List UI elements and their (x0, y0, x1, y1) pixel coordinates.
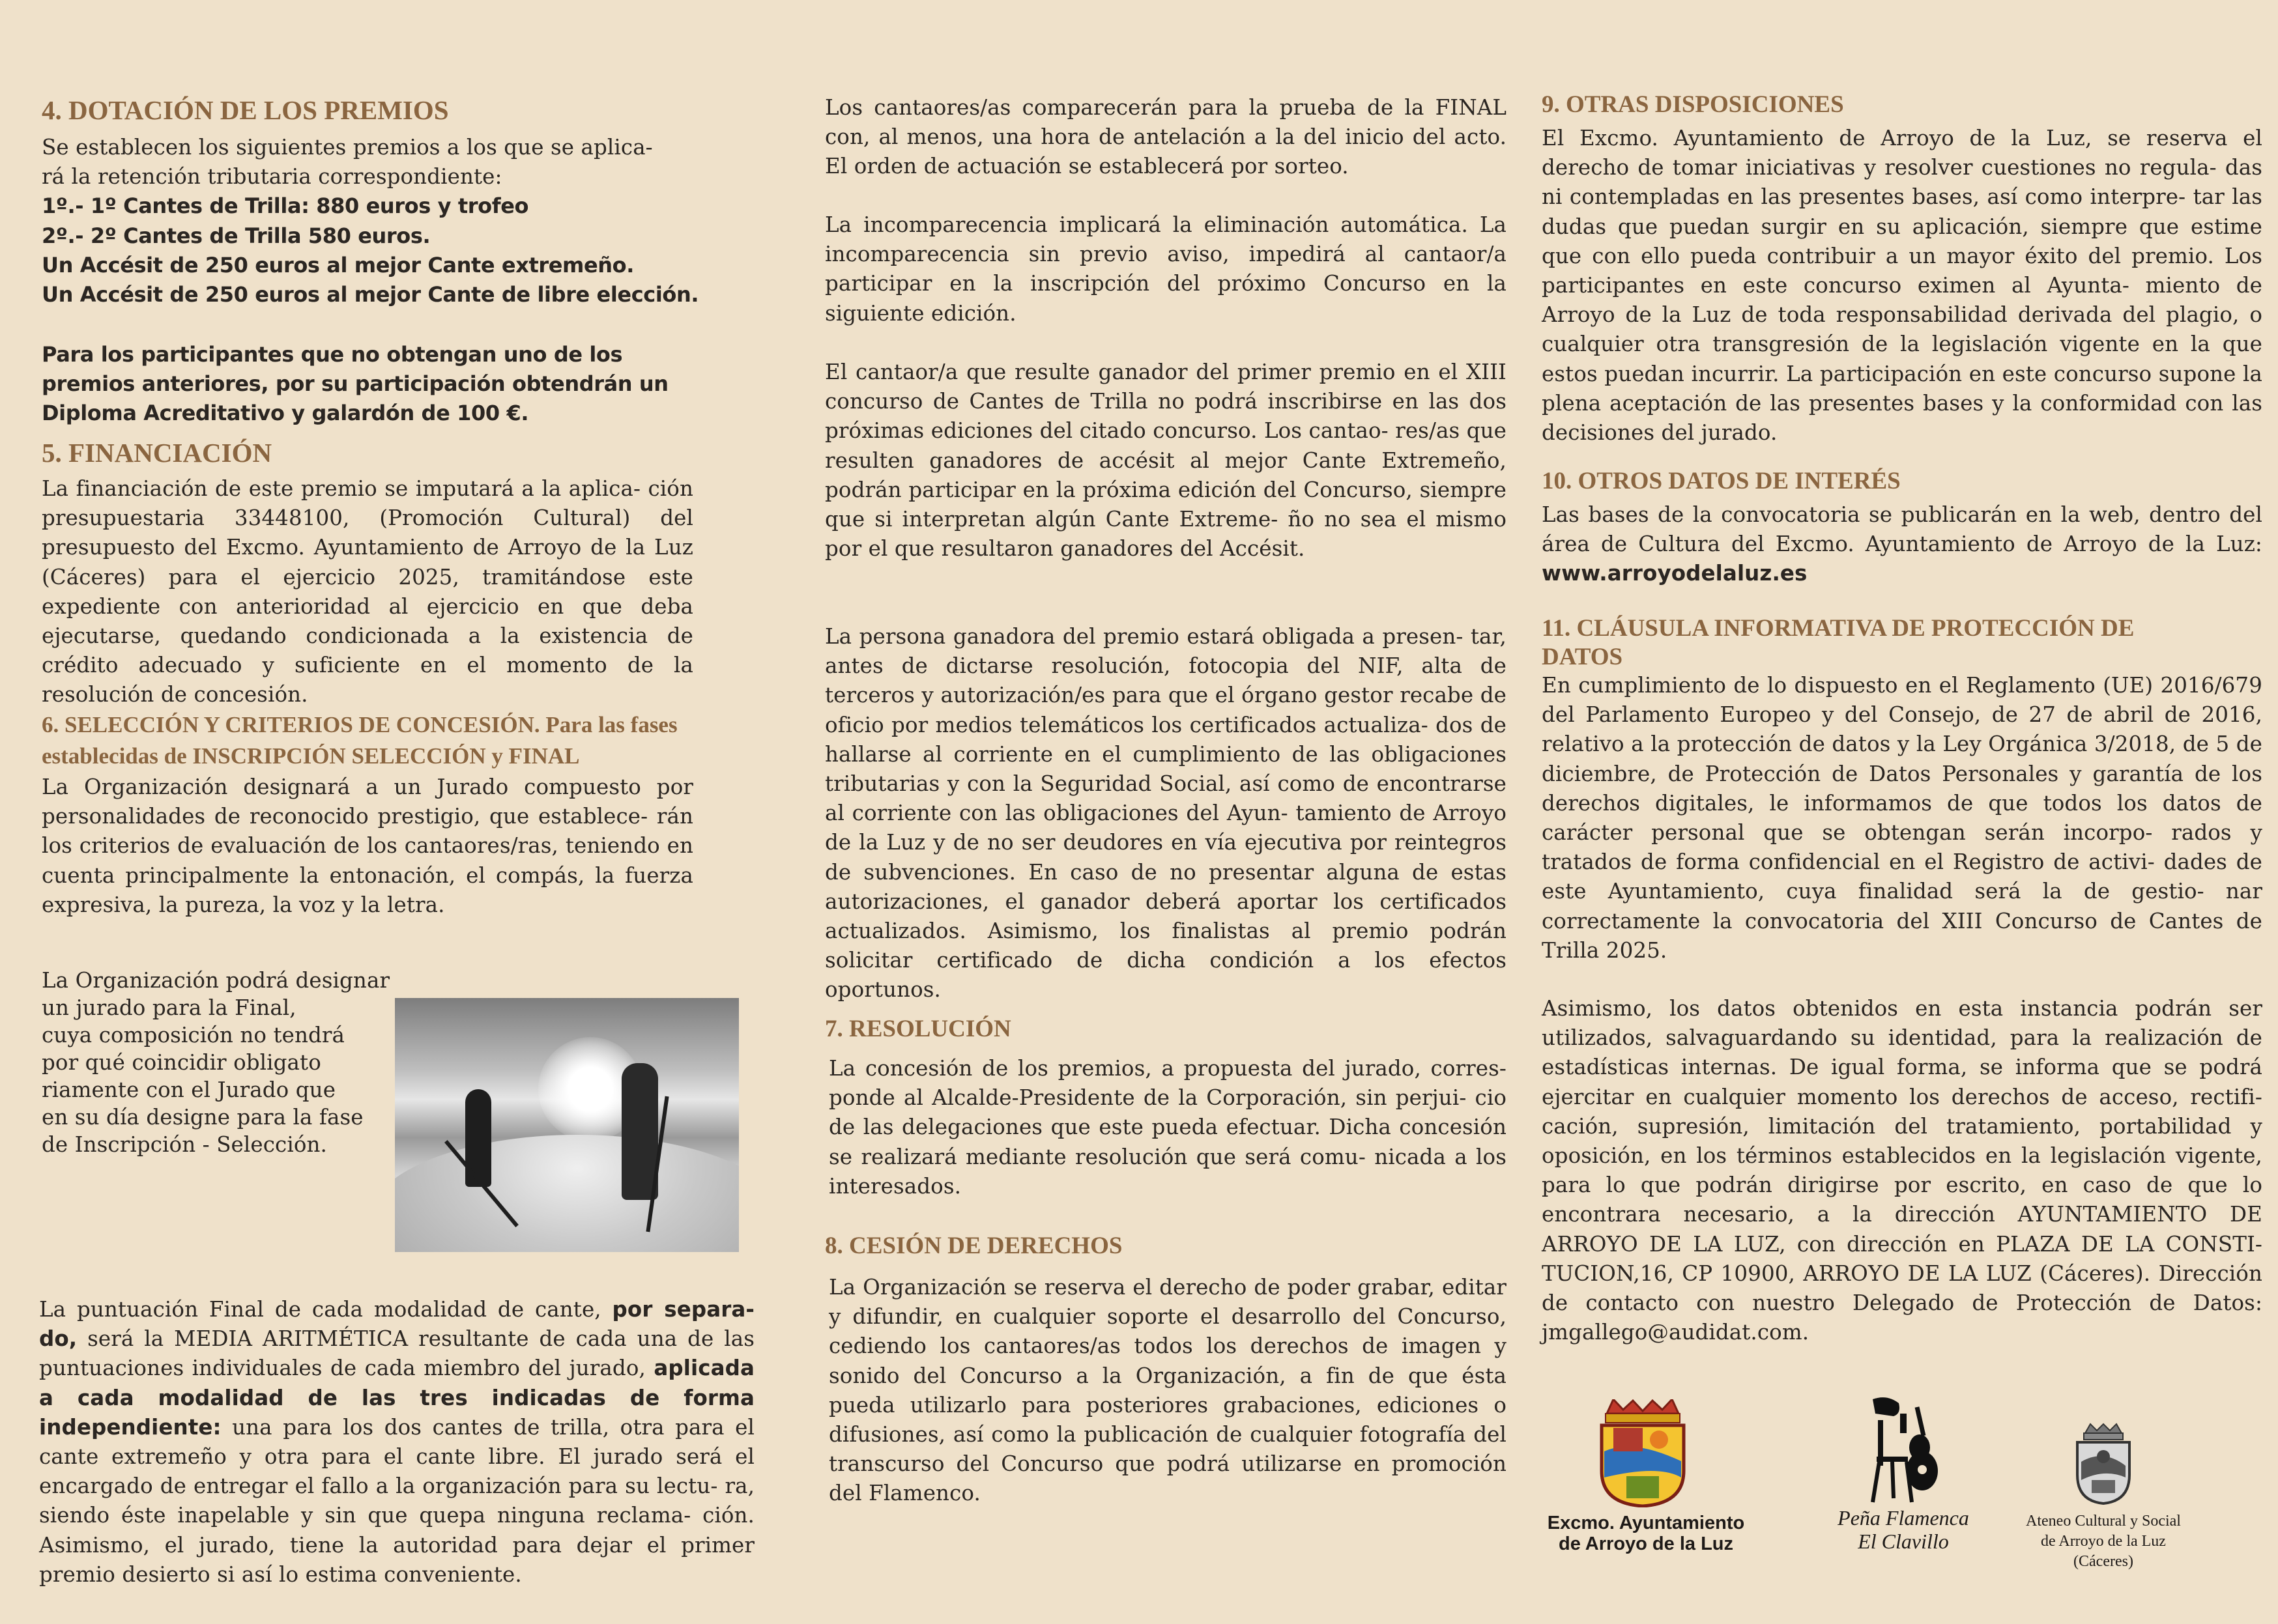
prize-accesit-libre: Un Accésit de 250 euros al mejor Cante de libre elección. (42, 282, 699, 307)
section-4-heading: 4. DOTACIÓN DE LOS PREMIOS (42, 95, 449, 125)
participants-line-3: Diploma Acreditativo y galardón de 100 €. (42, 401, 529, 426)
jury-line-6: en su día designe para la fase (42, 1105, 364, 1130)
ayuntamiento-label-line-1: Excmo. Ayuntamiento (1547, 1513, 1745, 1533)
score-part-d: aplicada a cada modalidad de las tres indicadas de forma independiente: (39, 1356, 755, 1440)
ateneo-label-line-1: Ateneo Cultural y Social (2026, 1513, 2181, 1530)
threshing-photo (395, 998, 739, 1252)
jury-line-4: por qué coincidir obligato (42, 1050, 321, 1075)
section-10-text (1542, 500, 2262, 589)
website-link[interactable]: www.arroyodelaluz.es (1542, 561, 1808, 586)
prize-accesit-extremeno: Un Accésit de 250 euros al mejor Cante extremeño. (42, 252, 635, 278)
no-show-text: La incomparecencia implicará la eliminación automática. La incomparecencia sin previo aviso, impedirá al cantaor/a participar en la inscripción del próximo Concurso en la siguiente edición. (825, 212, 1507, 326)
section-6-heading-line-2: establecidas de INSCRIPCIÓN SELECCIÓN y FINAL (42, 743, 580, 769)
final-score-text (39, 1295, 755, 1589)
section-10-body: Las bases de la convocatoria se publicarán en la web, dentro del área de Cultura del Excmo. Ayuntamiento de Arroyo de la Luz: (1542, 502, 2262, 557)
section-11-heading-line-1: 11. CLÁUSULA INFORMATIVA DE PROTECCIÓN DE (1542, 615, 2135, 642)
section-8-heading: 8. CESIÓN DE DERECHOS (825, 1232, 1123, 1259)
score-part-b: por separa- do, (39, 1297, 755, 1352)
appearance-text: Los cantaores/as comparecerán para la prueba de la FINAL con, al menos, una hora de antelación a la del inicio del acto. El orden de actuación se establecerá por sorteo. (825, 95, 1507, 179)
section-6-heading-line-1: 6. SELECCIÓN Y CRITERIOS DE CONCESIÓN. Para las fases (42, 712, 678, 737)
pena-label-line-2: El Clavillo (1858, 1530, 1949, 1553)
ateneo-label-line-2: de Arroyo de la Luz (2041, 1533, 2166, 1550)
straw-mound (395, 1135, 739, 1252)
participants-diploma (42, 340, 745, 429)
pena-label-line-1: Peña Flamenca (1838, 1506, 1969, 1530)
score-part-e: una para los dos cantes de trilla, otra para el cante extremeño y otra para el cante libre. El jurado será el encargado de entregar el fallo a la organización para su lectu- ra, siendo éste inapelable y sin que quepa ninguna reclama- ción. Asimismo, el jurado, tiene la autoridad para dejar el primer premio desierto si así lo estima conveniente. (39, 1414, 755, 1587)
ateneo-seal-icon (2072, 1423, 2135, 1505)
section-9-heading: 9. OTRAS DISPOSICIONES (1542, 91, 1844, 118)
intro-line-2: rá la retención tributaria correspondiente: (42, 164, 502, 190)
ayuntamiento-label-line-2: de Arroyo de la Luz (1558, 1533, 1734, 1554)
jury-line-7: de Inscripción - Selección. (42, 1132, 327, 1157)
section-8-text: La Organización se reserva el derecho de poder grabar, editar y difundir, en cualquier soporte el desarrollo del Concurso, cediendo los cantaores/as todos los derechos de imagen y sonido del Concurso a la Organización, a fin de que ésta pueda utilizarlo para posteriores grabaciones, ediciones o difusiones, así como la publicación de cualquier fotografía del transcurso del Concurso que podrá utilizarse en promoción del Flamenco. (829, 1275, 1507, 1506)
pena-flamenca-label (1809, 1506, 1998, 1553)
section-5-text: La financiación de este premio se imputará a la aplica- ción presupuestaria 33448100, (Promoción Cultural) del presupuesto del Excmo. Ayuntamiento de Arroyo de la Luz (Cáceres) para el ejercicio 2025, tramitándose este expediente con anterioridad al ejercicio en que deba ejecutarse, quedando condicionada a la existencia de crédito adecuado y suficiente en el momento de la resolución de concesión. (42, 476, 693, 707)
winner-obligations-text: La persona ganadora del premio estará obligada a presen- tar, antes de dictarse resolución, fotocopia del NIF, alta de terceros y autorización/es para que el órgano gestor recabe de oficio por medios telemáticos los certificados actualiza- dos de hallarse al corriente en el cumplimiento de las obligaciones tributarias y con la Seguridad Social, así como de encontrarse al corriente con las obligaciones del Ayun- tamiento de Arroyo de la Luz y de no ser deudores en vía ejecutiva por reintegros de subvenciones. En caso de no presentar alguna de estas autorizaciones, el ganador deberá aportar los certificados actualizados. Asimismo, los finalistas al premio podrán solicitar certificado de dicha condición a los efectos oportunos. (825, 624, 1507, 1003)
section-4-intro (42, 133, 745, 309)
winner-restriction-text: El cantaor/a que resulte ganador del primer premio en el XIII concurso de Cantes de Trilla no podrá inscribirse en las dos próximas ediciones del citado concurso. Los cantao- res/as que resulten ganadores de accésit al mejor Cante Extremeño, podrán participar en la próxima edición del Concurso, siempre que si interpretan algún Cante Extreme- ño no sea el mismo por el que resultaron ganadores del Accésit. (825, 360, 1507, 562)
section-7-text: La concesión de los premios, a propuesta del jurado, corres- ponde al Alcalde-Presidente de la Corporación, sin perjui- cio de las delegaciones que este pueda efectuar. Dicha concesión se realizará mediante resolución que será comu- nicada a los interesados. (829, 1056, 1507, 1199)
jury-line-3: cuya composición no tendrá (42, 1023, 345, 1047)
score-part-a: La puntuación Final de cada modalidad de cante, (39, 1297, 613, 1322)
participants-line-1: Para los participantes que no obtengan uno de los (42, 342, 623, 367)
section-7-heading: 7. RESOLUCIÓN (825, 1016, 1011, 1042)
participants-line-2: premios anteriores, por su participación obtendrán un (42, 371, 669, 397)
prize-2: 2º.- 2º Cantes de Trilla 580 euros. (42, 223, 431, 248)
ateneo-label (2006, 1511, 2201, 1572)
section-5-heading: 5. FINANCIACIÓN (42, 438, 272, 468)
section-9-text: El Excmo. Ayuntamiento de Arroyo de la Luz, se reserva el derecho de tomar iniciativas y resolver cuestiones no regula- das ni contempladas en las presentes bases, así como interpre- tar las dudas que puedan surgir en su aplicación, siempre que estime que con ello pueda contribuir a un mayor éxito del premio. Los participantes en este concurso eximen al Ayunta- miento de Arroyo de la Luz de toda responsabilidad derivada del plagio, o cualquier otra transgresión de la legislación vigente en la que estos puedan incurrir. La participación en este concurso supone la plena aceptación de las presentes bases y la conformidad con las decisiones del jurado. (1542, 126, 2262, 446)
intro-line-1: Se establecen los siguientes premios a los que se aplica- (42, 135, 653, 160)
prize-1: 1º.- 1º Cantes de Trilla: 880 euros y trofeo (42, 193, 529, 219)
section-10-heading: 10. OTROS DATOS DE INTERÉS (1542, 468, 1901, 494)
section-6-text: La Organización designará a un Jurado compuesto por personalidades de reconocido prestigio, que establece- rán los criterios de evaluación de los cantaores/ras, teniendo en cuenta principalmente la entonación, el compás, la fuerza expresiva, la pureza, la voz y la letra. (42, 775, 693, 917)
section-11-text-1: En cumplimiento de lo dispuesto en el Reglamento (UE) 2016/679 del Parlamento Europeo y del Consejo, de 27 de abril de 2016, relativo a la protección de datos y la Ley Orgánica 3/2018, de 5 de diciembre, de Protección de Datos Personales y garantía de los derechos digitales, le informamos de que todos los datos de carácter personal que se obtengan serán incorpo- rados y tratados de forma confidencial en el Registro de activi- dades de este Ayuntamiento, cuya finalidad será la de gestio- nar correctamente la convocatoria del XIII Concurso de Cantes de Trilla 2025. (1542, 673, 2262, 963)
pena-flamenca-chair-guitar-icon (1861, 1394, 1946, 1505)
jury-final-text (42, 967, 394, 1158)
ayuntamiento-label (1535, 1513, 1757, 1554)
ayuntamiento-coat-of-arms-icon (1594, 1399, 1692, 1507)
jury-line-5: riamente con el Jurado que (42, 1077, 336, 1102)
section-11-text-2: Asimismo, los datos obtenidos en esta instancia podrán ser utilizados, salvaguardando su identidad, para la realización de estadísticas internas. De igual forma, se informa que se podrá ejercitar en cualquier momento los derechos de acceso, rectifi- cación, supresión, limitación del tratamiento, portabilidad y oposición, en los términos establecidos en la legislación vigente, para lo que podrán dirigirse por escrito, en caso de que lo encontrara necesario, a la dirección AYUNTAMIENTO DE ARROYO DE LA LUZ, con dirección en PLAZA DE LA CONSTI- TUCION,16, CP 10900, ARROYO DE LA LUZ (Cáceres). Dirección de contacto con nuestro Delegado de Protección de Datos: jmgallego@audidat.com. (1542, 996, 2262, 1345)
ateneo-label-line-3: (Cáceres) (2073, 1553, 2133, 1570)
jury-line-2: un jurado para la Final, (42, 995, 296, 1020)
section-11-heading-line-2: DATOS (1542, 644, 1623, 670)
jury-line-1: La Organización podrá designar (42, 968, 390, 993)
score-part-c: será la MEDIA ARITMÉTICA resultante de cada una de las puntuaciones individuales de cada miembro del jurado, (39, 1326, 755, 1381)
